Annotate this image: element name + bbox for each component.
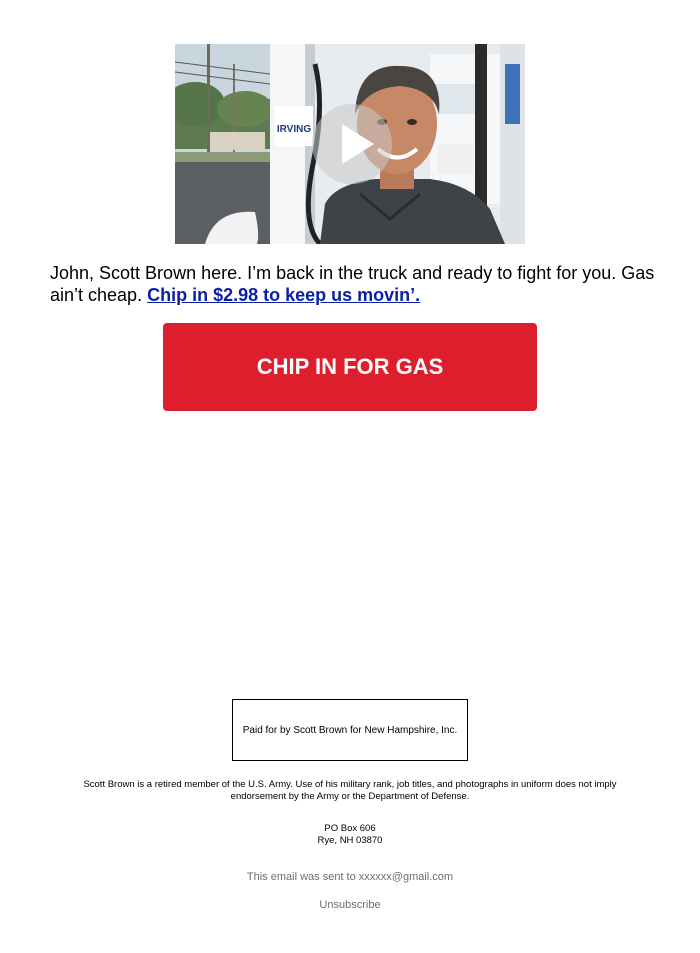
mailing-address <box>0 823 700 847</box>
chip-in-for-gas-button[interactable]: CHIP IN FOR GAS <box>163 323 537 411</box>
paid-for-disclaimer-box <box>232 699 468 761</box>
military-disclaimer: Scott Brown is a retired member of the U.S. Army. Use of his military rank, job titles, and photographs in uniform does not imply endorsement by the Army or the Department of Defense. <box>83 779 617 802</box>
video-thumbnail[interactable] <box>175 44 525 244</box>
paid-for-text: Paid for by Scott Brown for New Hampshire, Inc. <box>242 724 458 736</box>
sent-to-notice <box>0 871 700 883</box>
intro-paragraph <box>50 262 660 306</box>
address-line-2: Rye, NH 03870 <box>317 835 383 846</box>
recipient-email: xxxxxx@gmail.com <box>358 871 454 883</box>
unsubscribe-link[interactable]: Unsubscribe <box>319 899 381 911</box>
address-line-1: PO Box 606 <box>324 823 376 834</box>
intro-text: John, Scott Brown here. I’m back in the truck and ready to fight for you. Gas ain’t cheap. <box>50 263 655 305</box>
sent-to-prefix: This email was sent to <box>246 871 359 883</box>
play-icon[interactable] <box>312 104 392 184</box>
chip-in-link[interactable]: Chip in $2.98 to keep us movin’. <box>147 285 421 305</box>
station-sign-text: IRVING <box>276 124 312 135</box>
